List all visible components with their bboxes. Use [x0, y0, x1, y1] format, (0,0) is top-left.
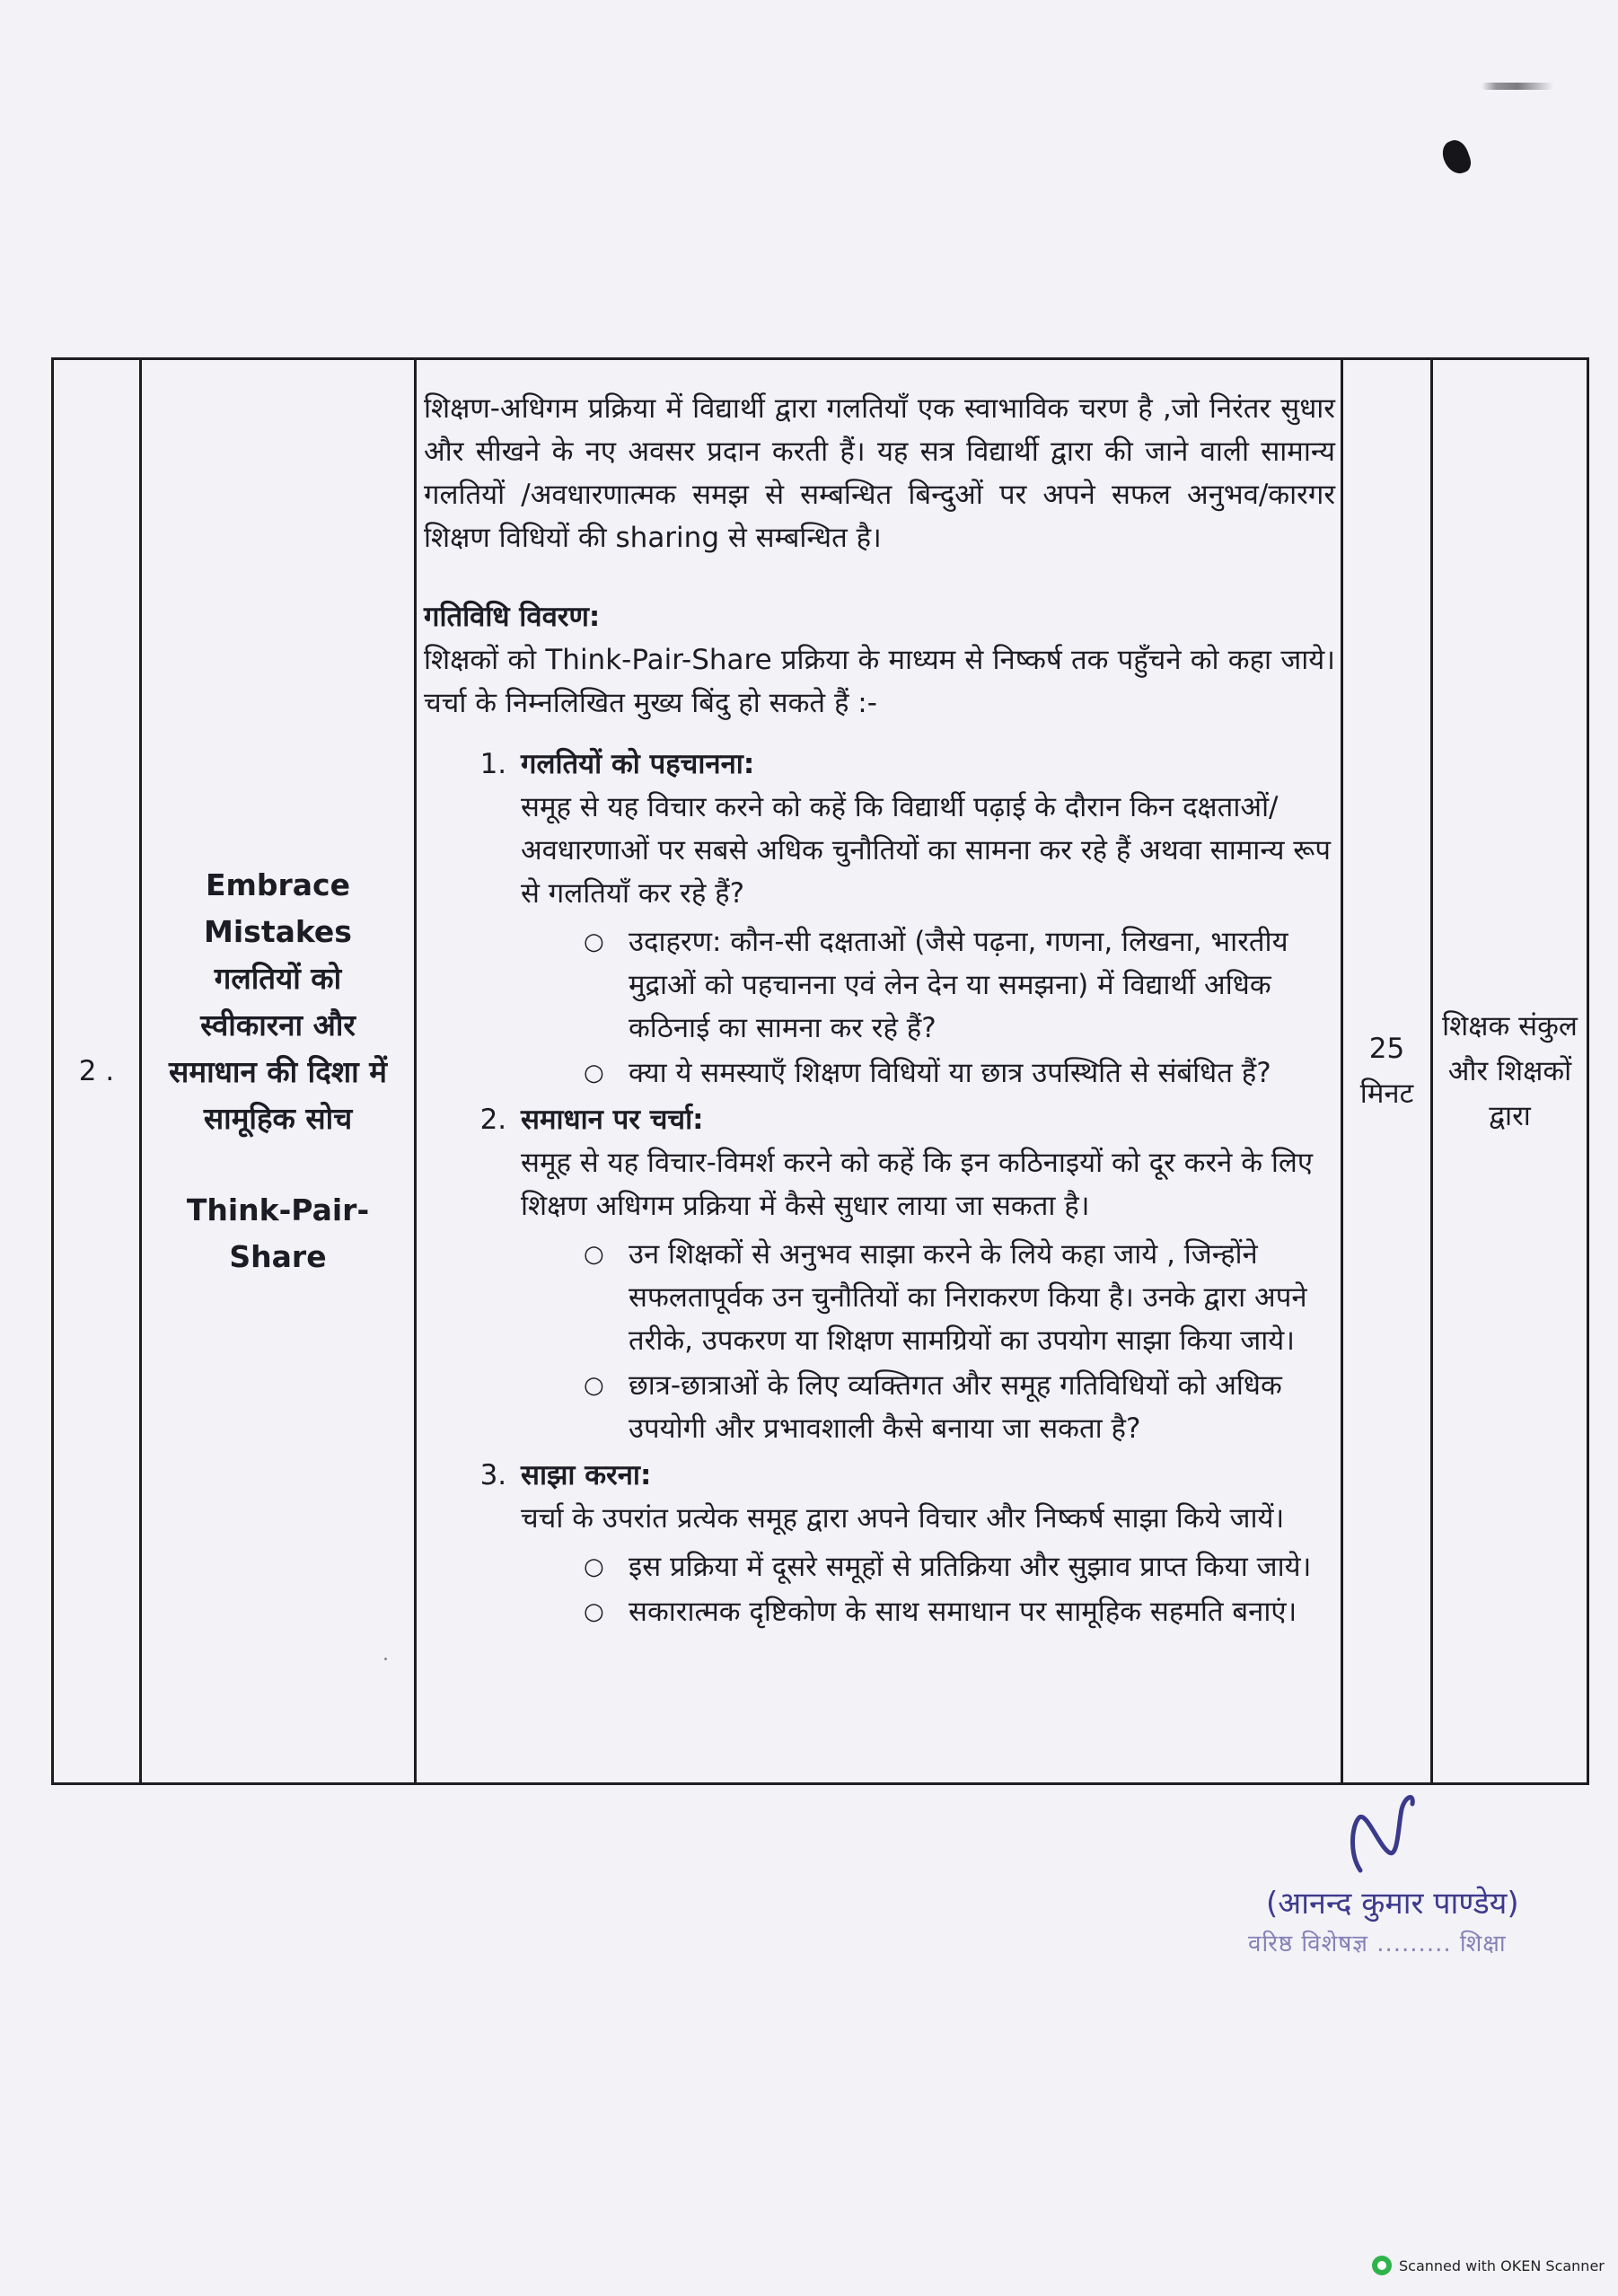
title-hindi-1: गलतियों को	[214, 961, 342, 996]
list-item: ○ इस प्रक्रिया में दूसरे समूहों से प्रतिक्रिया और सुझाव प्राप्त किया जाये।	[584, 1545, 1335, 1588]
step-description: चर्चा के उपरांत प्रत्येक समूह द्वारा अपने विचार और निष्कर्ष साझा किये जायें।	[521, 1502, 1285, 1535]
activity-heading: गतिविधि विवरण:	[424, 601, 601, 633]
step-title: 2. समाधान पर चर्चा:	[521, 1104, 704, 1136]
title-method: Think-Pair-Share	[186, 1192, 370, 1274]
list-item	[515, 743, 1335, 1095]
list-item: ○ सकारात्मक दृष्टिकोण के साथ समाधान पर सामूहिक सहमति बनाएं।	[584, 1590, 1335, 1633]
list-item: ○ क्या ये समस्याएँ शिक्षण विधियों या छात्र उपस्थिति से संबंधित हैं?	[584, 1051, 1335, 1095]
scan-smudge	[1482, 83, 1553, 90]
list-item	[515, 1454, 1335, 1633]
sub-points	[521, 1545, 1335, 1633]
session-title-cell	[141, 359, 416, 1784]
duration-cell	[1342, 359, 1432, 1784]
duration-unit: मिनट	[1359, 1078, 1414, 1110]
sub-points	[521, 920, 1335, 1095]
step-title: 1. गलतियों को पहचानना:	[521, 748, 755, 780]
scanner-logo-icon	[1372, 2256, 1392, 2275]
conducted-by-cell	[1432, 359, 1588, 1784]
sub-points	[521, 1233, 1335, 1450]
title-hindi-3: समाधान की दिशा में	[169, 1054, 387, 1089]
conducted-by-line-1: शिक्षक संकुल	[1442, 1010, 1578, 1042]
step-description: समूह से यह विचार करने को कहें कि विद्यार्थी पढ़ाई के दौरान किन दक्षताओं/अवधारणाओं पर सबसे अधिक चुनौतियों का सामना कर रहे हैं अथवा सामान्य रूप से गलतियाँ कर रहे हैं?	[521, 791, 1331, 910]
list-item: ○ उदाहरण: कौन-सी दक्षताओं (जैसे पढ़ना, गणना, लिखना, भारतीय मुद्राओं को पहचानना एवं लेन देन या समझना) में विद्यार्थी अधिक कठिनाई का सामना कर रहे हैं?	[584, 920, 1335, 1050]
activity-table	[51, 357, 1589, 1785]
title-english-1: Embrace	[205, 867, 351, 902]
steps-list	[424, 743, 1335, 1633]
title-english-2: Mistakes	[204, 914, 352, 949]
intro-paragraph: शिक्षण-अधिगम प्रक्रिया में विद्यार्थी द्वारा गलतियाँ एक स्वाभाविक चरण है ,जो निरंतर सुधार और सीखने के नए अवसर प्रदान करती हैं। यह सत्र विद्यार्थी द्वारा की जाने वाली सामान्य गलतियों /अवधारणात्मक समझ से सम्बन्धित बिन्दुओं पर अपने सफल अनुभव/कारगर शिक्षण विधियों की sharing से सम्बन्धित है।	[424, 392, 1335, 554]
scanner-label: Scanned with OKEN Scanner	[1399, 2256, 1605, 2274]
signature-block	[1203, 1791, 1580, 1971]
list-item: ○ उन शिक्षकों से अनुभव साझा करने के लिये कहा जाये , जिन्होंने सफलतापूर्वक उन चुनौतियों का निराकरण किया है। उनके द्वारा अपने तरीके, उपकरण या शिक्षण सामग्रियों का उपयोग साझा किया जाये।	[584, 1233, 1335, 1362]
activity-description: शिक्षकों को Think-Pair-Share प्रक्रिया के माध्यम से निष्कर्ष तक पहुँचने को कहा जाये। चर्चा के निम्नलिखित मुख्य बिंदु हो सकते हैं :-	[424, 644, 1335, 719]
session-content-cell	[416, 359, 1342, 1784]
table-row	[53, 359, 1588, 1784]
step-title: 3. साझा करना:	[521, 1459, 652, 1491]
title-hindi-2: स्वीकारना और	[200, 1007, 356, 1042]
signatory-designation: वरिष्ठ विशेषज्ञ ......... शिक्षा	[1248, 1931, 1507, 1957]
list-item: ○ छात्र-छात्राओं के लिए व्यक्तिगत और समूह गतिविधियों को अधिक उपयोगी और प्रभावशाली कैसे बनाया जा सकता है?	[584, 1364, 1335, 1450]
conducted-by-line-2: और शिक्षकों	[1447, 1055, 1572, 1087]
title-hindi-4: सामूहिक सोच	[203, 1101, 353, 1136]
step-description: समूह से यह विचार-विमर्श करने को कहें कि इन कठिनाइयों को दूर करने के लिए शिक्षण अधिगम प्रक्रिया में कैसे सुधार लाया जा सकता है।	[521, 1147, 1314, 1222]
duration-value: 25	[1368, 1033, 1405, 1065]
signatory-name: (आनन्द कुमार पाण्डेय)	[1266, 1886, 1519, 1922]
serial-number: 2 .	[53, 359, 141, 1784]
signature-mark	[1342, 1791, 1450, 1877]
conducted-by-line-3: द्वारा	[1489, 1100, 1531, 1132]
list-item	[515, 1098, 1335, 1450]
ink-blot	[1438, 136, 1473, 177]
scanner-watermark	[1372, 2256, 1605, 2275]
